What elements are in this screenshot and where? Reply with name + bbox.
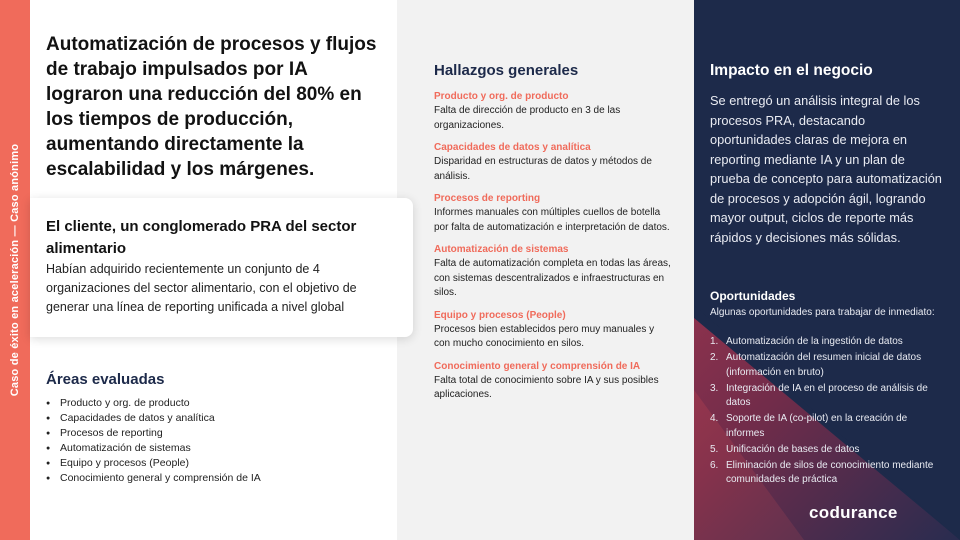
finding-text: Falta de automatización completa en todas las áreas, con sistemas descentralizados e infraestructuras en silos.: [434, 258, 671, 298]
finding-item: [434, 243, 672, 301]
codurance-logo: codurance: [809, 503, 898, 522]
finding-item: [434, 90, 672, 133]
areas-item: ● Capacidades de datos y analítica: [46, 411, 261, 426]
impact-text: Se entregó un análisis integral de los procesos PRA, destacando oportunidades claras de mejora en reporting mediante IA y un plan de prueba de concepto para automatización de procesos y adopción ágil, logrando mayor output, ciclos de reporte más rápidos y decisiones más sólidas.: [710, 93, 942, 245]
opportunity-number: 5.: [710, 443, 719, 455]
areas-title: Áreas evaluadas: [46, 371, 165, 388]
opportunity-number: 4.: [710, 413, 719, 424]
impact-title: Impacto en el negocio: [710, 62, 873, 79]
finding-title: Capacidades de datos y analítica: [434, 142, 591, 153]
client-title: El cliente, un conglomerado PRA del sector alimentario: [46, 218, 357, 257]
areas-item: ● Producto y org. de producto: [46, 396, 261, 411]
areas-item: ● Procesos de reporting: [46, 426, 261, 441]
findings-column: [397, 0, 694, 540]
finding-title: Procesos de reporting: [434, 193, 541, 204]
finding-item: [434, 141, 672, 184]
opportunity-item: [710, 351, 944, 380]
finding-text: Falta total de conocimiento sobre IA y sus posibles aplicaciones.: [434, 374, 659, 400]
finding-title: Equipo y procesos (People): [434, 309, 566, 321]
opportunity-text: Automatización de la ingestión de datos: [726, 336, 903, 347]
opportunity-text: Unificación de bases de datos: [726, 443, 860, 455]
areas-item: ● Equipo y procesos (People): [46, 456, 261, 471]
opportunity-number: 3.: [710, 382, 719, 394]
finding-text: Falta de dirección de producto en 3 de las organizaciones.: [434, 105, 621, 131]
opportunity-number: 6.: [710, 459, 719, 471]
impact-column: [694, 0, 960, 540]
areas-item: ● Conocimiento general y comprensión de IA: [46, 471, 261, 486]
finding-title: Producto y org. de producto: [434, 91, 569, 102]
opportunities-title: Oportunidades: [710, 289, 796, 303]
opportunities-intro: Algunas oportunidades para trabajar de inmediato:: [710, 307, 935, 318]
opportunity-text: Soporte de IA (co-pilot) en la creación de informes: [726, 413, 908, 439]
opportunity-item: [710, 382, 944, 411]
client-description: Habían adquirido recientemente un conjunto de 4 organizaciones del sector alimentario, con el objetivo de generar una línea de reporting unificada a nivel global: [46, 262, 357, 314]
findings-list: [434, 90, 672, 411]
finding-text: Informes manuales con múltiples cuellos de botella por falta de automatización e interpretación de datos.: [434, 207, 670, 233]
opportunity-text: Automatización del resumen inicial de datos (información en bruto): [726, 352, 922, 378]
finding-text: Procesos bien establecidos pero muy manuales y con mucho conocimiento en silos.: [434, 323, 655, 349]
opportunity-text: Integración de IA en el proceso de análisis de datos: [726, 382, 928, 408]
findings-title: Hallazgos generales: [434, 62, 579, 79]
finding-item: [434, 309, 672, 352]
opportunity-item: [710, 412, 944, 441]
finding-title: Conocimiento general y comprensión de IA: [434, 360, 641, 372]
opportunity-number: 1.: [710, 336, 719, 347]
areas-list: [46, 396, 261, 486]
opportunity-number: 2.: [710, 352, 719, 363]
opportunity-text: Eliminación de silos de conocimiento mediante comunidades de práctica: [726, 459, 934, 485]
opportunity-item: [710, 443, 944, 458]
opportunity-item: [710, 459, 944, 488]
finding-title: Automatización de sistemas: [434, 244, 569, 255]
opportunity-item: [710, 335, 944, 350]
finding-item: [434, 360, 672, 403]
finding-text: Disparidad en estructuras de datos y métodos de análisis.: [434, 156, 652, 182]
case-study-label: Caso de éxito en aceleración — Caso anónimo: [9, 143, 21, 397]
areas-item: ● Automatización de sistemas: [46, 441, 261, 456]
side-accent-bar: [0, 0, 30, 540]
headline: Automatización de procesos y flujos de trabajo impulsados por IA lograron una reducción del 80% en los tiempos de producción, aumentando directamente la escalabilidad y los márgenes.: [46, 34, 377, 180]
client-card: [30, 198, 413, 337]
opportunities-list: [710, 335, 944, 489]
finding-item: [434, 192, 672, 235]
